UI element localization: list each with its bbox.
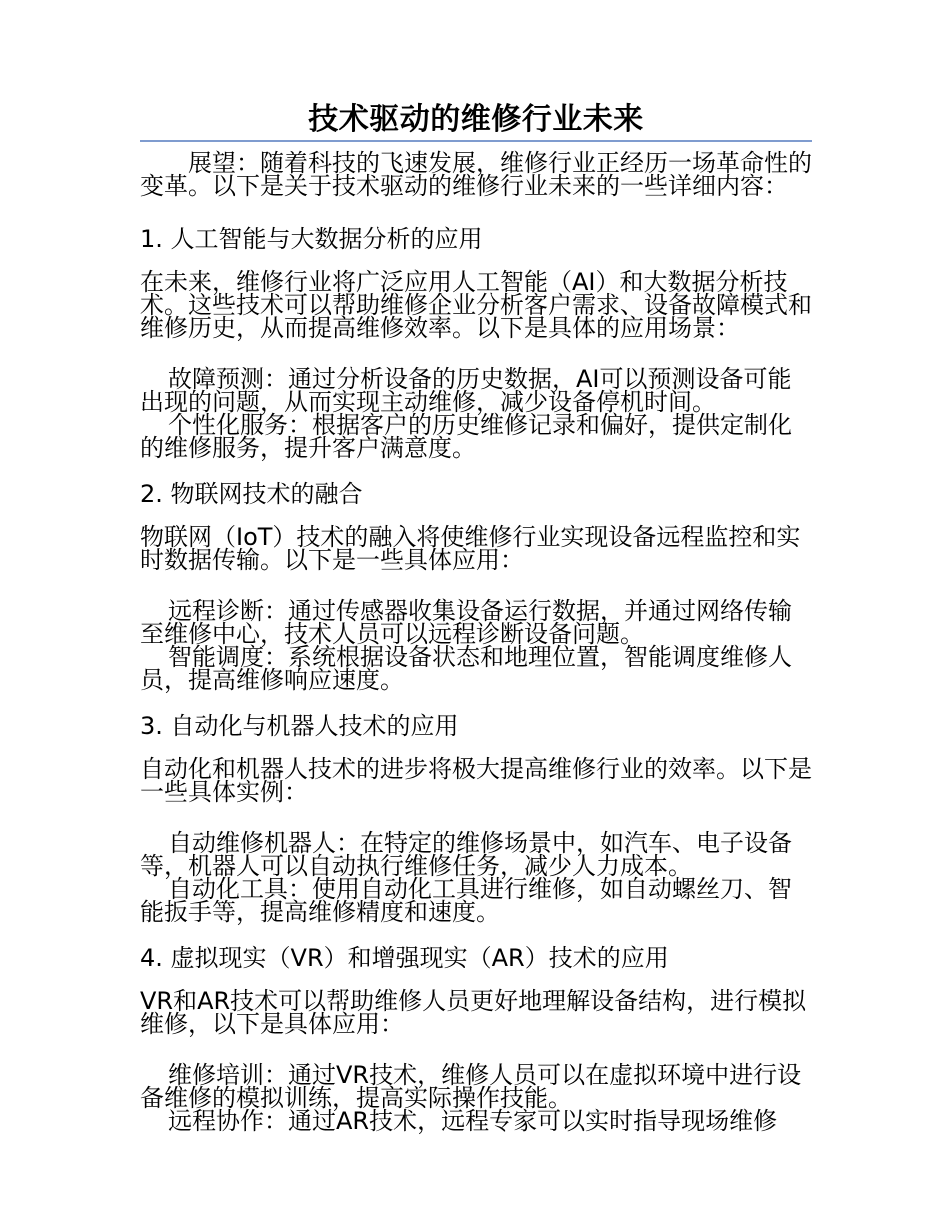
- section-heading: 1. 人工智能与大数据分析的应用: [140, 225, 483, 253]
- list-item: 个性化服务：根据客户的历史维修记录和偏好，提供定制化的维修服务，提升客户满意度。: [140, 411, 792, 462]
- section-paragraph: 在未来，维修行业将广泛应用人工智能（AI）和大数据分析技术。这些技术可以帮助维修企业分析客户需求、设备故障模式和维修历史，从而提高维修效率。以下是具体的应用场景：: [140, 268, 812, 342]
- list-item: 智能调度：系统根据设备状态和地理位置，智能调度维修人员，提高维修响应速度。: [140, 643, 792, 694]
- section-paragraph: 物联网（IoT）技术的融入将使维修行业实现设备远程监控和实时数据传输。以下是一些具体应用：: [140, 523, 801, 574]
- list-item: 维修培训：通过VR技术，维修人员可以在虚拟环境中进行设备维修的模拟训练，提高实际操作技能。: [140, 1061, 802, 1112]
- list-item: 自动维修机器人：在特定的维修场景中，如汽车、电子设备等，机器人可以自动执行维修任务，减少人力成本。: [140, 829, 792, 880]
- document-title: 技术驱动的维修行业未来: [308, 102, 644, 137]
- section-heading: 3. 自动化与机器人技术的应用: [140, 712, 459, 740]
- list-item: 自动化工具：使用自动化工具进行维修，如自动螺丝刀、智能扳手等，提高维修精度和速度。: [140, 875, 792, 926]
- list-item: 远程诊断：通过传感器收集设备运行数据，并通过网络传输至维修中心，技术人员可以远程诊断设备问题。: [140, 597, 792, 648]
- list-item: 故障预测：通过分析设备的历史数据，AI可以预测设备可能出现的问题，从而实现主动维修，减少设备停机时间。: [140, 365, 792, 416]
- title-underline: [140, 140, 812, 142]
- section-paragraph: VR和AR技术可以帮助维修人员更好地理解设备结构，进行模拟维修，以下是具体应用：: [140, 987, 807, 1038]
- document-page: [140, 100, 812, 1153]
- list-item: 远程协作：通过AR技术，远程专家可以实时指导现场维修: [168, 1107, 778, 1135]
- section-heading: 2. 物联网技术的融合: [140, 480, 363, 508]
- section-heading: 4. 虚拟现实（VR）和增强现实（AR）技术的应用: [140, 944, 669, 972]
- intro-paragraph: 展望：随着科技的飞速发展，维修行业正经历一场革命性的变革。以下是关于技术驱动的维修行业未来的一些详细内容：: [140, 149, 812, 200]
- section-paragraph: 自动化和机器人技术的进步将极大提高维修行业的效率。以下是一些具体实例：: [140, 755, 812, 806]
